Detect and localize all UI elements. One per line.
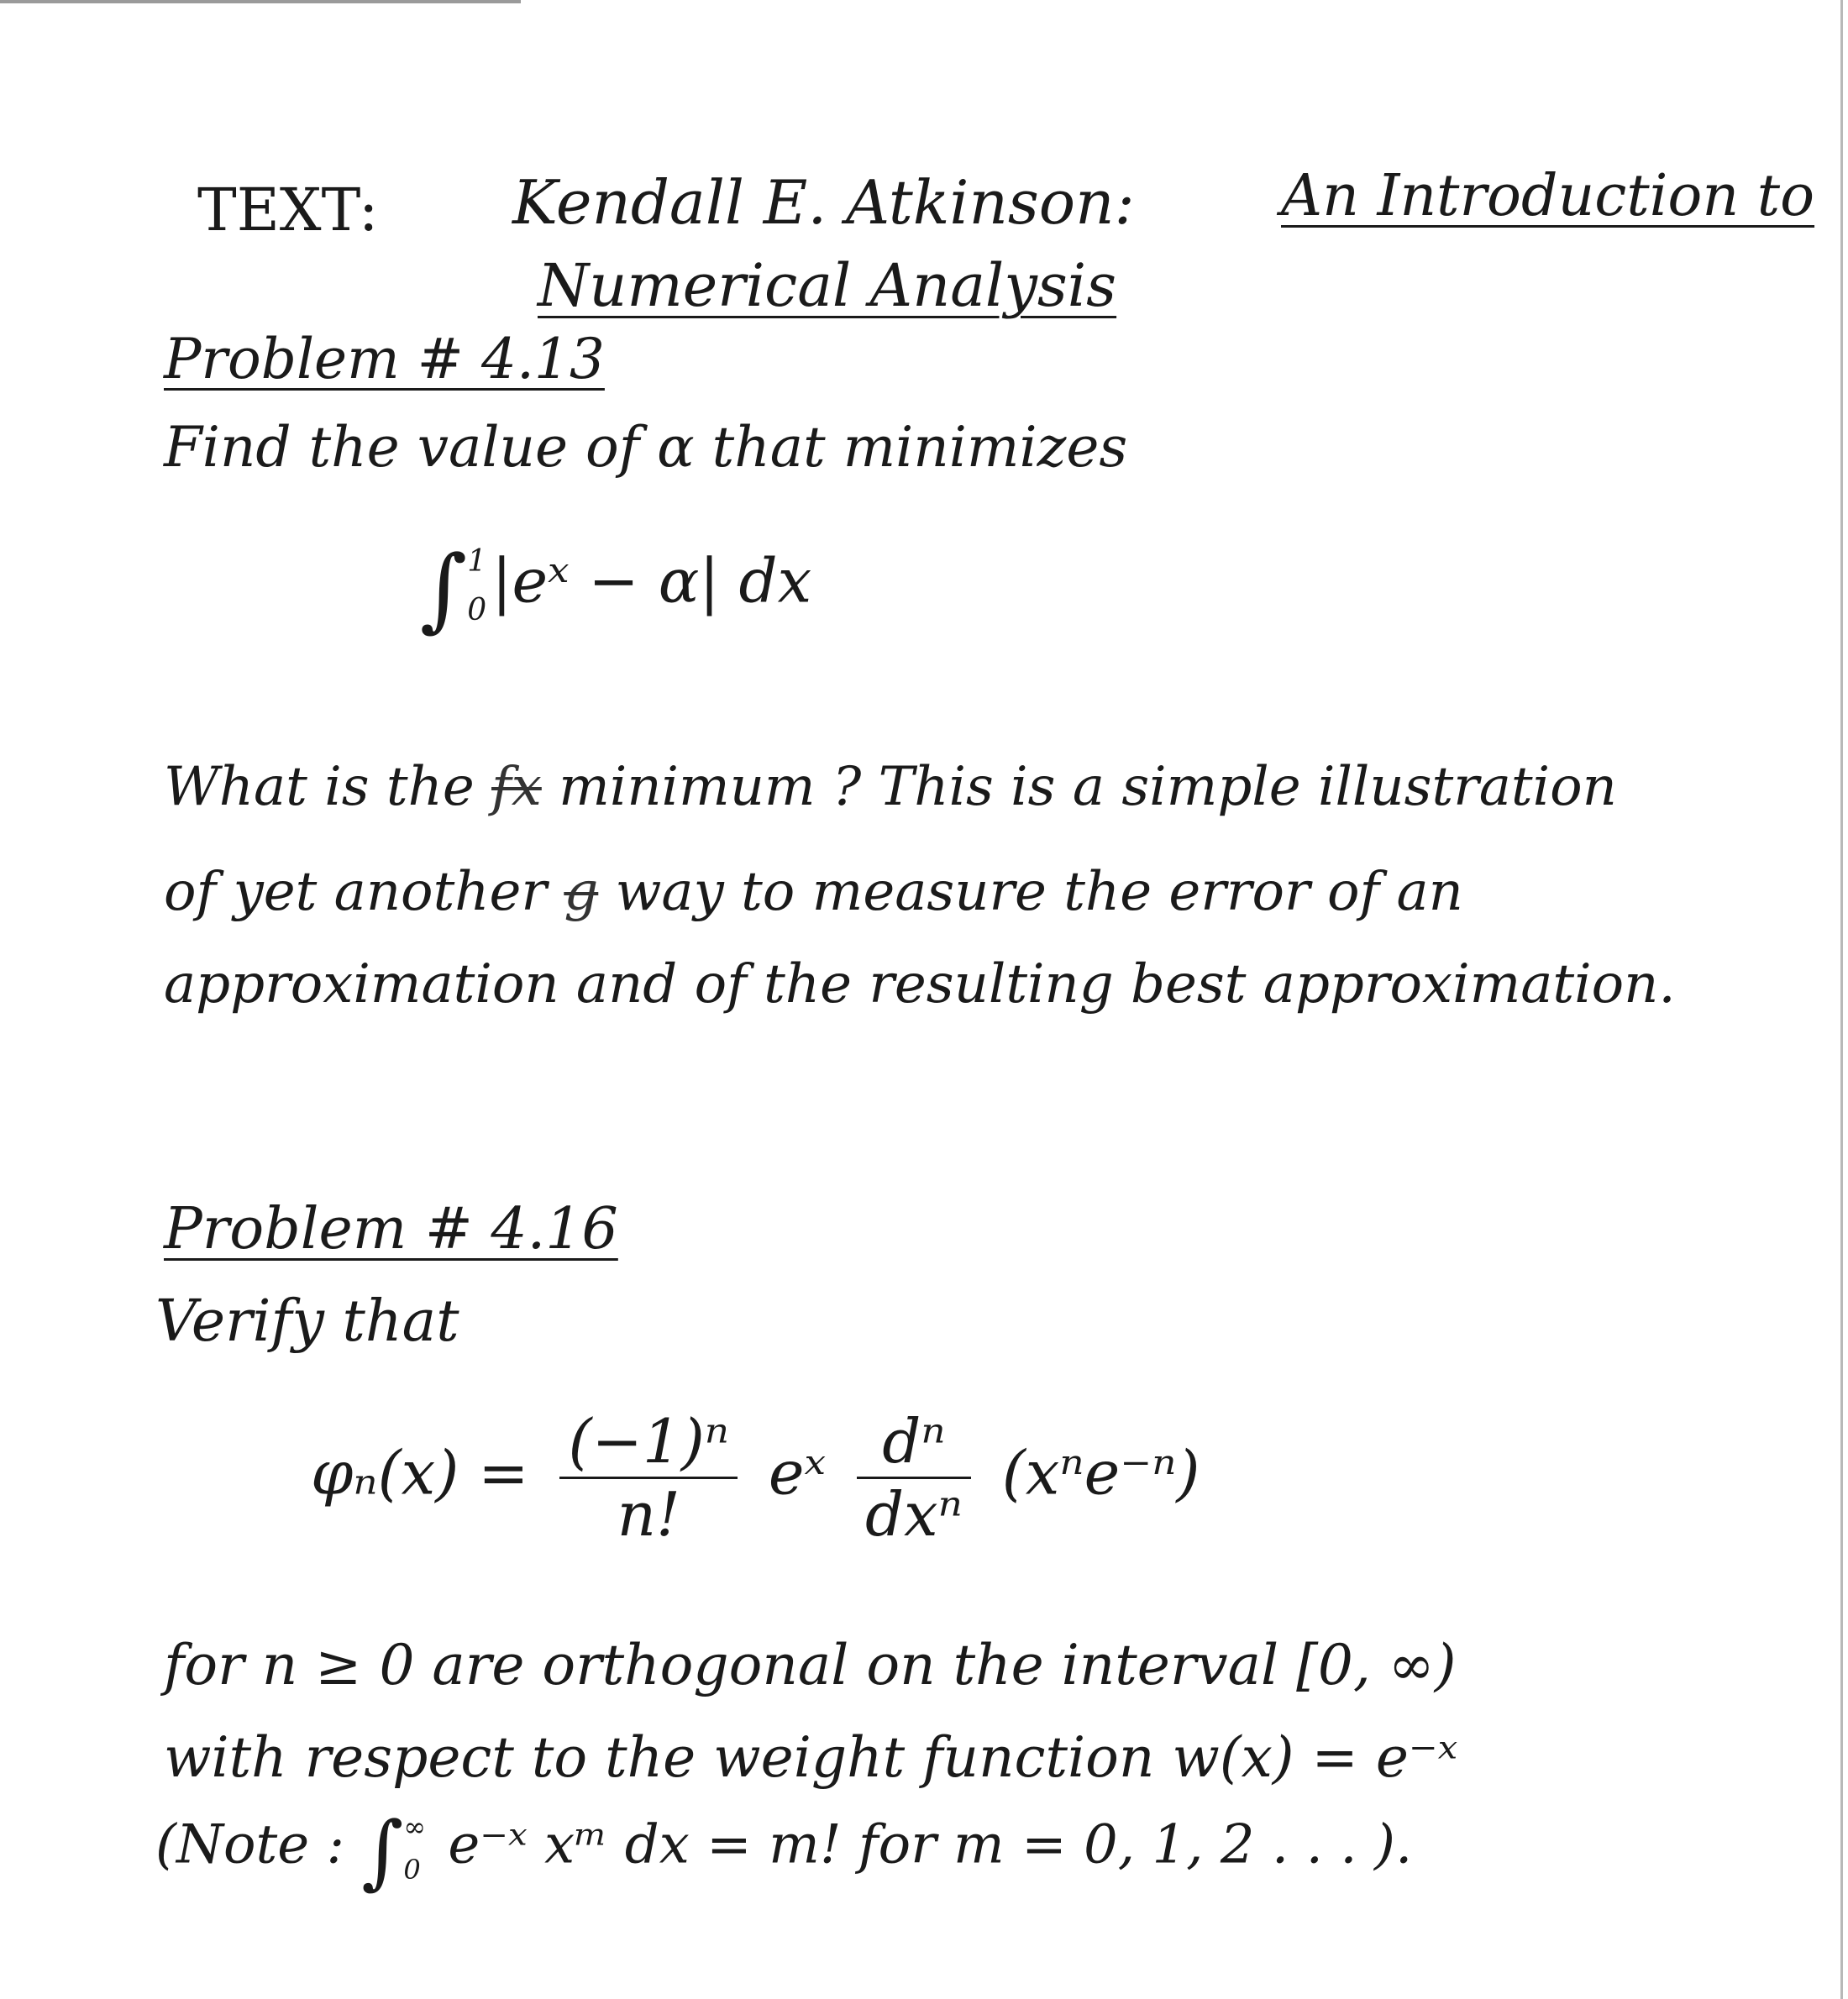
problem-1-question-line xyxy=(164,756,1617,818)
problem-1-heading: Problem # 4.13 xyxy=(164,327,605,391)
integral-lower-limit: 0 xyxy=(467,592,487,627)
integrand: |eˣ − α| dx xyxy=(491,545,812,616)
integral-limits xyxy=(467,538,486,634)
note-open: (Note : xyxy=(155,1813,344,1876)
body-line2-start: of yet another xyxy=(164,861,547,923)
body-line2-crossed-letter: g xyxy=(564,861,599,923)
problem-2-line2: with respect to the weight function w(x) = e⁻ˣ xyxy=(164,1725,1458,1790)
problem-1-body-line2 xyxy=(164,861,1463,923)
formula-exponential: eˣ xyxy=(768,1437,827,1508)
note-tail: for m = 0, 1, 2 . . . ). xyxy=(858,1813,1413,1876)
problem-2-formula xyxy=(311,1406,1200,1550)
problem-2-prompt: Verify that xyxy=(155,1288,459,1355)
scan-edge-top xyxy=(0,0,521,3)
fraction-1-numerator: (−1)ⁿ xyxy=(559,1411,738,1479)
fraction-1-denominator: n! xyxy=(617,1479,680,1550)
problem-2-note xyxy=(155,1803,1413,1898)
formula-fraction-1 xyxy=(559,1406,738,1550)
fraction-2-denominator: dxⁿ xyxy=(864,1479,963,1550)
crossed-out-word: fx xyxy=(491,756,542,818)
note-integral-limits xyxy=(403,1806,426,1891)
problem-1-body-line3: approximation and of the resulting best approximation. xyxy=(164,953,1676,1015)
body-line2-rest: way to measure the error of an xyxy=(615,861,1463,923)
note-integral-lower: 0 xyxy=(403,1854,421,1886)
formula-fraction-2 xyxy=(857,1406,971,1550)
fraction-2-numerator: dⁿ xyxy=(857,1411,971,1479)
question-part-1: What is the xyxy=(164,756,475,818)
integral-sign: ∫ xyxy=(420,537,468,643)
problem-2-heading: Problem # 4.16 xyxy=(164,1196,618,1262)
book-title-line1: An Introduction to xyxy=(1281,163,1815,229)
note-integral-sign: ∫ xyxy=(361,1803,404,1898)
book-title-line2: Numerical Analysis xyxy=(538,251,1117,320)
author-name: Kendall E. Atkinson: xyxy=(512,167,1135,238)
problem-1-prompt: Find the value of α that minimizes xyxy=(164,415,1128,480)
note-integral-upper: ∞ xyxy=(403,1811,427,1843)
formula-rhs: (xⁿe⁻ⁿ) xyxy=(1001,1437,1200,1508)
formula-lhs: φₙ(x) = xyxy=(311,1437,529,1508)
question-part-2: minimum ? This is a simple illustration xyxy=(559,756,1617,818)
note-integrand: e⁻ˣ xᵐ dx = m! xyxy=(448,1813,842,1876)
problem-2-line1: for n ≥ 0 are orthogonal on the interval [0, ∞) xyxy=(164,1633,1457,1697)
problem-1-integral xyxy=(420,537,812,643)
integral-upper-limit: 1 xyxy=(467,544,487,579)
scan-edge-right xyxy=(1840,0,1843,1999)
text-label: TEXT: xyxy=(197,176,379,244)
